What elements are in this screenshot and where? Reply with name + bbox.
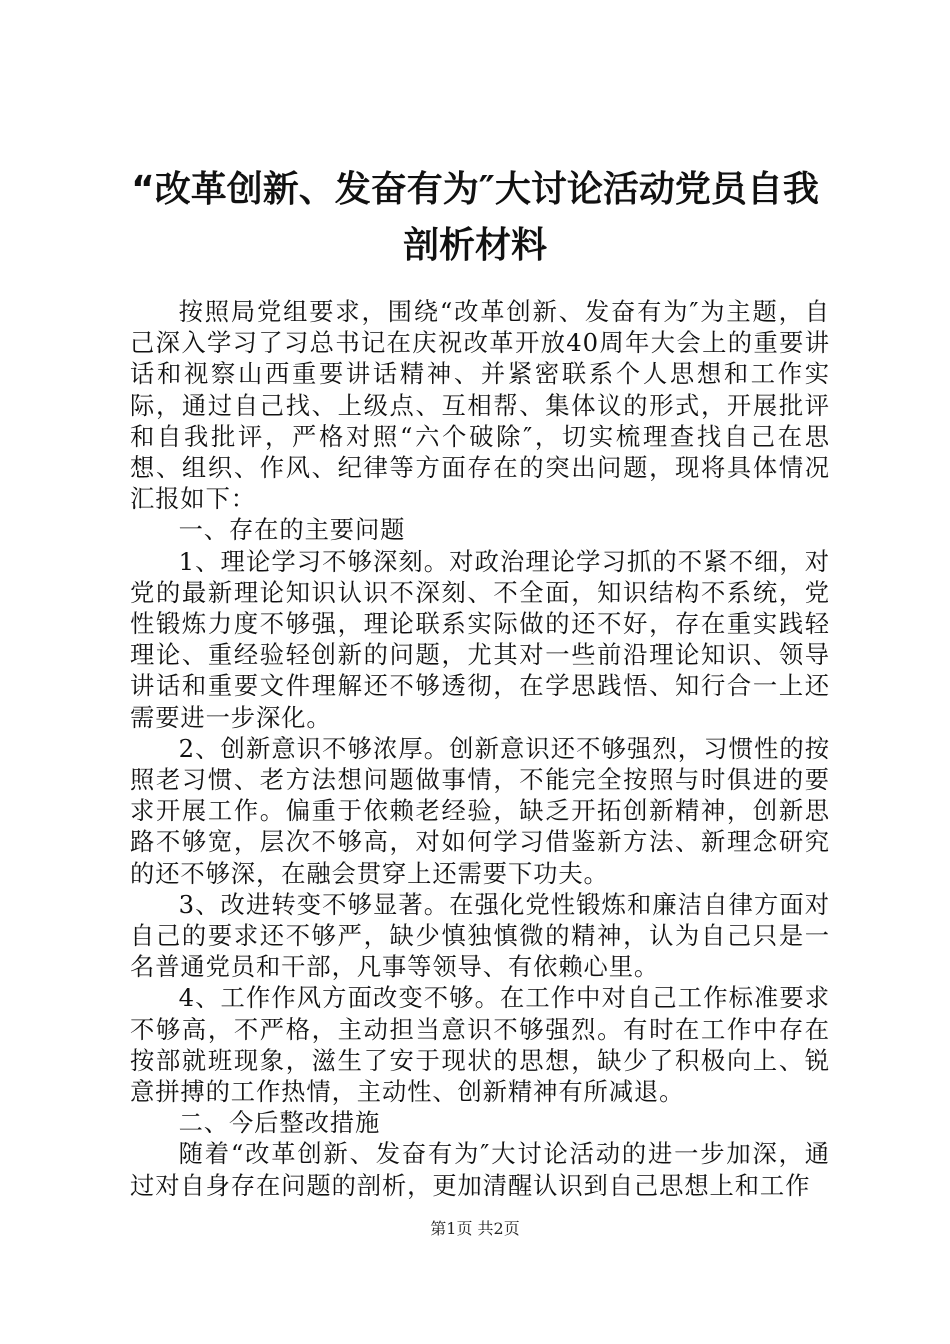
problem-paragraph-2: 2、创新意识不够浓厚。创新意识还不够强烈，习惯性的按照老习惯、老方法想问题做事情，不能完全按照与时俱进的要求开展工作。偏重于依赖老经验，缺乏开拓创新精神，创新思路不够宽，层次不够高，对如何学习借鉴新方法、新理念研究的还不够深，在融会贯穿上还需要下功夫。 xyxy=(130,733,830,888)
section-heading-measures: 二、今后整改措施 xyxy=(178,1108,381,1138)
section-heading-problems: 一、存在的主要问题 xyxy=(178,515,406,545)
page-number-footer: 第1页 共2页 xyxy=(430,1219,520,1238)
title-line-1: “改革创新、发奋有为″大讨论活动党员自我 xyxy=(131,169,819,210)
document-body xyxy=(130,296,830,1201)
document-title xyxy=(120,162,830,274)
problem-paragraph-1: 1、理论学习不够深刻。对政治理论学习抓的不紧不细，对党的最新理论知识认识不深刻、不全面，知识结构不系统，党性锻炼力度不够强，理论联系实际做的还不好，存在重实践轻理论、重经验轻创新的问题，尤其对一些前沿理论知识、领导讲话和重要文件理解还不够透彻，在学思践悟、知行合一上还需要进一步深化。 xyxy=(130,546,830,732)
measures-paragraph: 随着“改革创新、发奋有为″大讨论活动的进一步加深，通过对自身存在问题的剖析，更加清醒认识到自己思想上和工作 xyxy=(130,1139,830,1200)
problem-paragraph-3: 3、改进转变不够显著。在强化党性锻炼和廉洁自律方面对自己的要求还不够严，缺少慎独慎微的精神，认为自己只是一名普通党员和干部，凡事等领导、有依赖心里。 xyxy=(130,889,830,982)
intro-paragraph: 按照局党组要求，围绕“改革创新、发奋有为″为主题，自己深入学习了习总书记在庆祝改革开放40周年大会上的重要讲话和视察山西重要讲话精神、并紧密联系个人思想和工作实际，通过自己找、上级点、互相帮、集体议的形式，开展批评和自我批评，严格对照“六个破除″，切实梳理查找自己在思想、组织、作风、纪律等方面存在的突出问题，现将具体情况汇报如下： xyxy=(130,297,830,514)
title-line-2: 剖析材料 xyxy=(402,225,547,266)
problem-paragraph-4: 4、工作作风方面改变不够。在工作中对自己工作标准要求不够高，不严格，主动担当意识不够强烈。有时在工作中存在按部就班现象，滋生了安于现状的思想，缺少了积极向上、锐意拼搏的工作热情，主动性、创新精神有所减退。 xyxy=(130,983,830,1107)
